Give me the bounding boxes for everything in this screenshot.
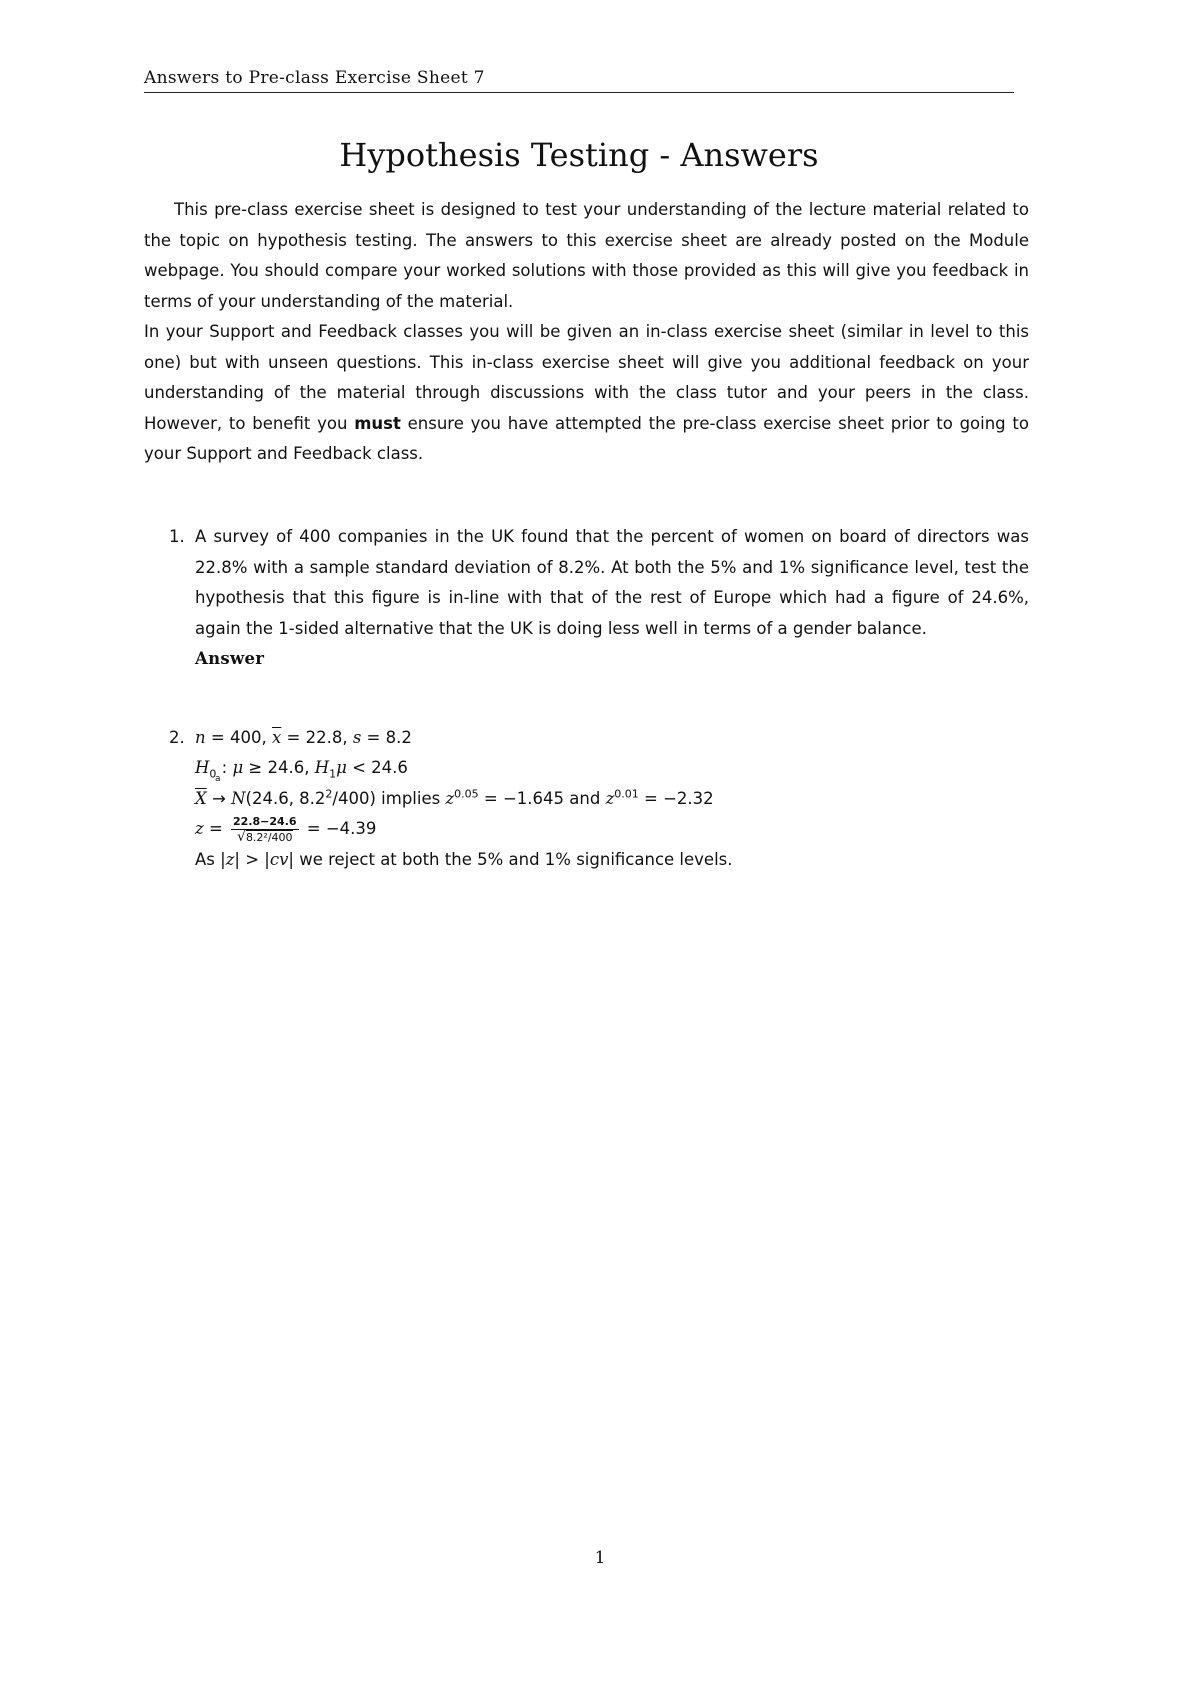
question-number: 2.	[169, 727, 185, 747]
question-list	[144, 522, 1029, 875]
math-line-hypotheses	[195, 753, 1029, 784]
math-s: s	[352, 727, 362, 747]
math-z1-value: = −1.645 and	[478, 788, 606, 808]
math-xbar-capital: $\overline{X}$	[195, 788, 207, 808]
math-xbar-value: = 22.8,	[281, 727, 353, 747]
page-number: 1	[594, 1548, 606, 1568]
question-2	[144, 723, 1029, 876]
math-dist-close: /400) implies	[332, 788, 446, 808]
math-z-critical-5: z	[445, 788, 455, 808]
question-text: A survey of 400 companies in the UK found that the percent of women on board of directors was 22.8% with a sample standard deviation of 8.2%. At both the 5% and 1% significance level, test the hypothesis that this figure is in-line with that of the rest of Europe which had a figure of 24.6%, again the 1-sided alternative that the UK is doing less well in terms of a gender balance.	[195, 527, 1029, 638]
question-1	[144, 522, 1029, 675]
math-xbar: $\overline{x}$	[271, 727, 282, 747]
question-number: 1.	[169, 527, 185, 546]
math-n: n	[195, 727, 206, 747]
conclusion-compare: | > |	[234, 849, 270, 869]
intro-paragraph-2	[144, 317, 1029, 470]
intro-paragraph-2-end: ensure you have attempted the pre-class exercise sheet prior to going to your Support and Feedback class.	[144, 413, 1029, 463]
math-mu: μ	[336, 758, 347, 777]
emphasis-must: must	[354, 413, 401, 433]
math-normal-N: N	[231, 788, 246, 808]
sqrt-icon: √	[237, 828, 246, 845]
math-dist-sup: 2	[325, 787, 333, 800]
conclusion-end: | we reject at both the 5% and 1% significance levels.	[288, 849, 733, 869]
running-header: Answers to Pre-class Exercise Sheet 7	[144, 68, 1014, 93]
math-result: = −4.39	[301, 819, 377, 838]
math-z2-sup: 0.01	[614, 787, 639, 800]
arrow-icon: →	[212, 788, 226, 808]
math-line-conclusion	[195, 845, 1029, 876]
fraction	[231, 815, 299, 845]
math-mu: μ	[232, 758, 244, 777]
approx-distributed-arrow	[212, 773, 226, 815]
intro-paragraph-2-start: In your Support and Feedback classes you will be given an in-class exercise sheet (similar in level to this one) but with unseen questions. This in-class exercise sheet will give you additional feedback on your understanding of the material through discussions with the class tutor and your peers in the class. However, to benefit you	[144, 322, 1029, 433]
intro-section	[144, 195, 1029, 470]
math-z-critical-1: z	[605, 788, 615, 808]
approx-mark: a	[215, 773, 221, 784]
math-z: z	[195, 819, 204, 838]
math-z2-value: = −2.32	[638, 788, 714, 808]
math-cv: cv	[269, 849, 289, 869]
math-h0-value: ≥ 24.6,	[243, 758, 315, 777]
math-h1-value: < 24.6	[346, 758, 408, 777]
answer-label: Answer	[195, 649, 265, 668]
math-equals: =	[203, 819, 229, 838]
math-h0-colon: :	[216, 758, 233, 777]
math-h1: H	[314, 758, 330, 777]
math-line-sample-stats	[195, 723, 1029, 754]
sqrt-radicand: 8.2²/400	[245, 830, 293, 844]
math-h0: H	[195, 758, 210, 777]
fraction-numerator: 22.8−24.6	[233, 814, 297, 828]
math-s-value: = 8.2	[361, 727, 412, 747]
math-dist-params: (24.6, 8.2	[245, 788, 326, 808]
conclusion-start: As |	[195, 849, 226, 869]
page-title: Hypothesis Testing - Answers	[339, 136, 819, 174]
math-h1-sub: 1	[329, 767, 337, 781]
intro-paragraph-1: This pre-class exercise sheet is designed to test your understanding of the lecture material related to the topic on hypothesis testing. The answers to this exercise sheet are already posted on the Module webpage. You should compare your worked solutions with those provided as this will give you feedback in terms of your understanding of the material.	[144, 200, 1029, 311]
fraction-denominator	[231, 830, 299, 845]
math-h0-sub: 0	[209, 767, 217, 781]
math-z: z	[225, 849, 235, 869]
math-line-test-statistic	[195, 814, 1029, 845]
math-n-value: = 400,	[205, 727, 272, 747]
math-z1-sup: 0.05	[454, 787, 479, 800]
math-line-distribution	[195, 773, 1029, 815]
